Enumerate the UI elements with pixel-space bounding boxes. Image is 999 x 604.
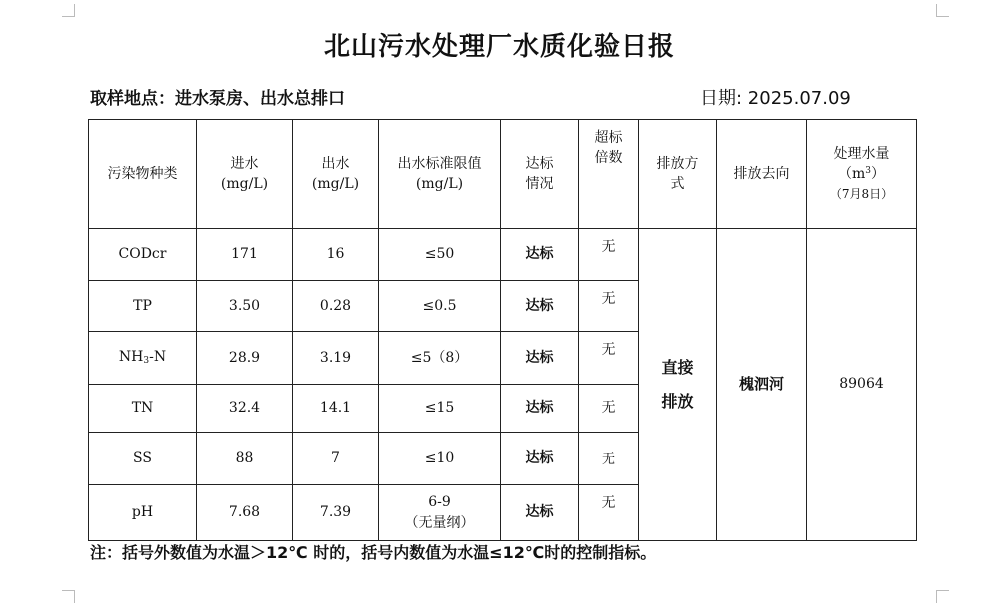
cell-influent: 88 — [197, 433, 293, 485]
cell-limit: ≤5（8） — [379, 332, 501, 385]
cell-limit: 6-9 （无量纲） — [379, 485, 501, 541]
cell-limit: ≤15 — [379, 385, 501, 433]
report-title: 北山污水处理厂水质化验日报 — [323, 32, 675, 62]
cell-influent: 171 — [197, 229, 293, 281]
page-corner-mark — [936, 590, 949, 603]
header-treated-volume: 处理水量 $(m^3)$ （7月8日） — [807, 120, 917, 229]
header-compliance: 达标 情况 — [501, 120, 579, 229]
cell-exceed: 无 — [579, 485, 639, 541]
page-corner-mark — [62, 4, 75, 17]
cell-influent: 32.4 — [197, 385, 293, 433]
header-limit: 出水标准限值 (mg/L) — [379, 120, 501, 229]
table-row — [89, 229, 917, 281]
header-exceed: 超标 倍数 — [579, 120, 639, 229]
footnote: 注：括号外数值为水温＞12℃ 时的，括号内数值为水温≤12℃时的控制指标。 — [90, 543, 657, 562]
cell-exceed: 无 — [579, 229, 639, 281]
header-influent: 进水 (mg/L) — [197, 120, 293, 229]
header-effluent: 出水 (mg/L) — [293, 120, 379, 229]
cell-pollutant: TN — [89, 385, 197, 433]
cell-limit: ≤50 — [379, 229, 501, 281]
cell-limit: ≤10 — [379, 433, 501, 485]
cell-status: 达标 — [501, 385, 579, 433]
cell-effluent: 7.39 — [293, 485, 379, 541]
cell-effluent: 7 — [293, 433, 379, 485]
header-discharge-method: 排放方 式 — [639, 120, 717, 229]
report-date: 日期: 2025.07.09 — [700, 88, 851, 109]
cell-effluent: 14.1 — [293, 385, 379, 433]
cell-discharge-method: 直接 排放 — [639, 229, 717, 541]
cell-effluent: 3.19 — [293, 332, 379, 385]
cell-exceed: 无 — [579, 385, 639, 433]
cell-influent: 7.68 — [197, 485, 293, 541]
cell-limit: ≤0.5 — [379, 281, 501, 332]
cell-status: 达标 — [501, 332, 579, 385]
header-pollutant: 污染物种类 — [89, 120, 197, 229]
cell-pollutant: CODcr — [89, 229, 197, 281]
cell-status: 达标 — [501, 485, 579, 541]
cell-status: 达标 — [501, 281, 579, 332]
cell-pollutant: SS — [89, 433, 197, 485]
cell-pollutant: $NH_3-N$ — [89, 332, 197, 385]
cell-treated-volume: 89064 — [807, 229, 917, 541]
water-quality-table — [88, 119, 917, 541]
cell-influent: 3.50 — [197, 281, 293, 332]
cell-influent: 28.9 — [197, 332, 293, 385]
header-discharge-destination: 排放去向 — [717, 120, 807, 229]
sampling-location: 取样地点：进水泵房、出水总排口 — [90, 89, 345, 109]
page-corner-mark — [62, 590, 75, 603]
cell-pollutant: pH — [89, 485, 197, 541]
cell-effluent: 16 — [293, 229, 379, 281]
cell-exceed: 无 — [579, 433, 639, 485]
cell-effluent: 0.28 — [293, 281, 379, 332]
header-row — [89, 120, 917, 229]
cell-status: 达标 — [501, 433, 579, 485]
cell-exceed: 无 — [579, 281, 639, 332]
cell-pollutant: TP — [89, 281, 197, 332]
cell-status: 达标 — [501, 229, 579, 281]
cell-discharge-destination: 槐泗河 — [717, 229, 807, 541]
page-corner-mark — [936, 4, 949, 17]
cell-exceed: 无 — [579, 332, 639, 385]
